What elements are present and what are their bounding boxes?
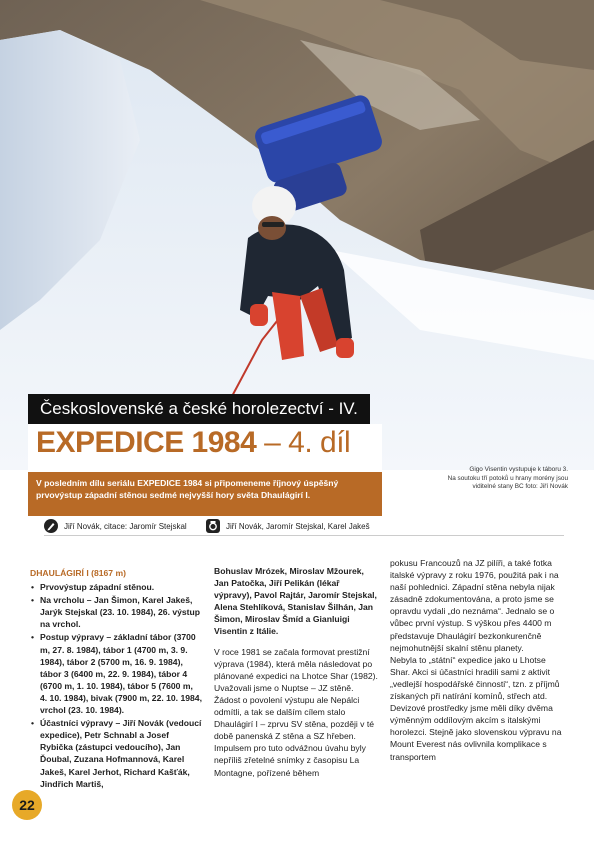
facts-list [30,581,202,790]
caption-line-3: viditelné stany BC foto: Jiří Novák [472,483,568,491]
facts-column [30,567,202,791]
text-credit [44,519,187,533]
photo-caption [394,466,568,492]
photo-credit [206,519,370,533]
lead-paragraph: V posledním dílu seriálu EXPEDICE 1984 si připomeneme říjnový úspěšný prvovýstup západní stěnou sedmé nejvyšší hory světa Dhaulágirí I. [28,472,382,516]
fact-item: • Na vrcholu – Jan Šimon, Karel Jakeš, Jarýk Stejskal (23. 10. 1984), 26. výstup na vrchol. [40,594,202,630]
photo-credit-label: Jiří Novák, Jaromír Stejskal, Karel Jakeš [226,521,370,531]
body-paragraph: V roce 1981 se začala formovat prestižní výprava (1984), která měla následovat po plánované expedici na Lhotce Shar (1982). Uvažovali jsme o Nuptse – JZ stěně. Žádost o povolení výstupu ale Nepálci odmítli, a tak se dalším cílem stalo Dhaulágirí I – zprvu SV stěna, později v té době panenská Z stěna a SZ hřeben. Impulsem pro tuto odvážnou úvahu byly nepříliš zřetelné snímky z časopisu La Montagne, pořízené během [214,646,378,778]
text-column-3 [390,557,564,763]
body-paragraph: Nebyla to „státní“ expedice jako u Lhotse Shar. Akci si účastníci hradili sami z aktivit „vedlejší hospodářské činnosti“, tzn. z příjmů získaných při natírání komínů, střech atd. Devizové prostředky jsme měli díky dvěma výměnným oddílovým akcím s italskými horolezci. Stejně jako slovenskou výpravu na Mount Everest nás ovlivnila komplikace s transportem [390,654,562,762]
fact-item: • Prvovýstup západní stěnou. [40,581,202,593]
author-credits [44,517,564,536]
camera-icon [206,519,220,533]
article-title [36,426,350,460]
participants-continuation: Bohuslav Mrózek, Miroslav Mžourek, Jan Patočka, Jiří Pelikán (lékař výpravy), Pavol Rajtár, Jaromír Stejskal, Alena Stehlíková, Stanislav Šilhán, Jan Šimon, Miroslav Šmíd a Gianluigi Visentin z Itálie. [214,566,377,637]
text-credit-label: Jiří Novák, citace: Jaromír Stejskal [64,521,187,531]
pen-icon [44,519,58,533]
title-main-text: EXPEDICE 1984 [36,426,257,459]
fact-item: • Postup výpravy – základní tábor (3700 m, 27. 8. 1984), tábor 1 (4700 m, 3. 9. 1984), tábor 2 (5700 m, 16. 9. 1984), tábor 3 (6400 m, 22. 9. 1984), tábor 4 (6700 m, 1. 10. 1984), tábor 5 (7600 m, 4. 10. 1984), bivak (7900 m, 22. 10. 1984, vrchol (23. 10. 1984). [40,631,202,716]
caption-line-2: Na soutoku tří potoků u hrany morény jsou [447,474,568,482]
page-number: 22 [12,790,42,820]
caption-line-1: Gigo Visentin vystupuje k táboru 3. [469,466,568,473]
body-paragraph: pokusu Francouzů na JZ pilíři, a také fotka italské výpravy z roku 1976, použitá pak i na naší pohlednici. Západní stěna nebyla nijak zásadně zdokumentována, a proto jsme se opravdu vydali „do neznáma“. Jednalo se o vůbec první výstup. S výškou přes 4400 m představuje Dhaulágirí bezkonkurenčně nejmohutnější skalní stěnu planety. [390,558,559,653]
series-banner: Československé a české horolezectví - IV. [28,394,370,424]
fact-item: • Účastníci výpravy – Jiří Novák (vedoucí expedice), Petr Schnabl a Josef Rybička (zástupci vedoucího), Jan Ďoubal, Zuzana Hofmannová, Karel Jakeš, Karel Jerhot, Richard Kašťák, Jindřich Martiš, [40,717,202,790]
text-column-2 [214,565,378,779]
title-part-text: – 4. díl [256,426,351,459]
facts-heading: DHAULÁGIRÍ I (8167 m) [30,568,126,578]
